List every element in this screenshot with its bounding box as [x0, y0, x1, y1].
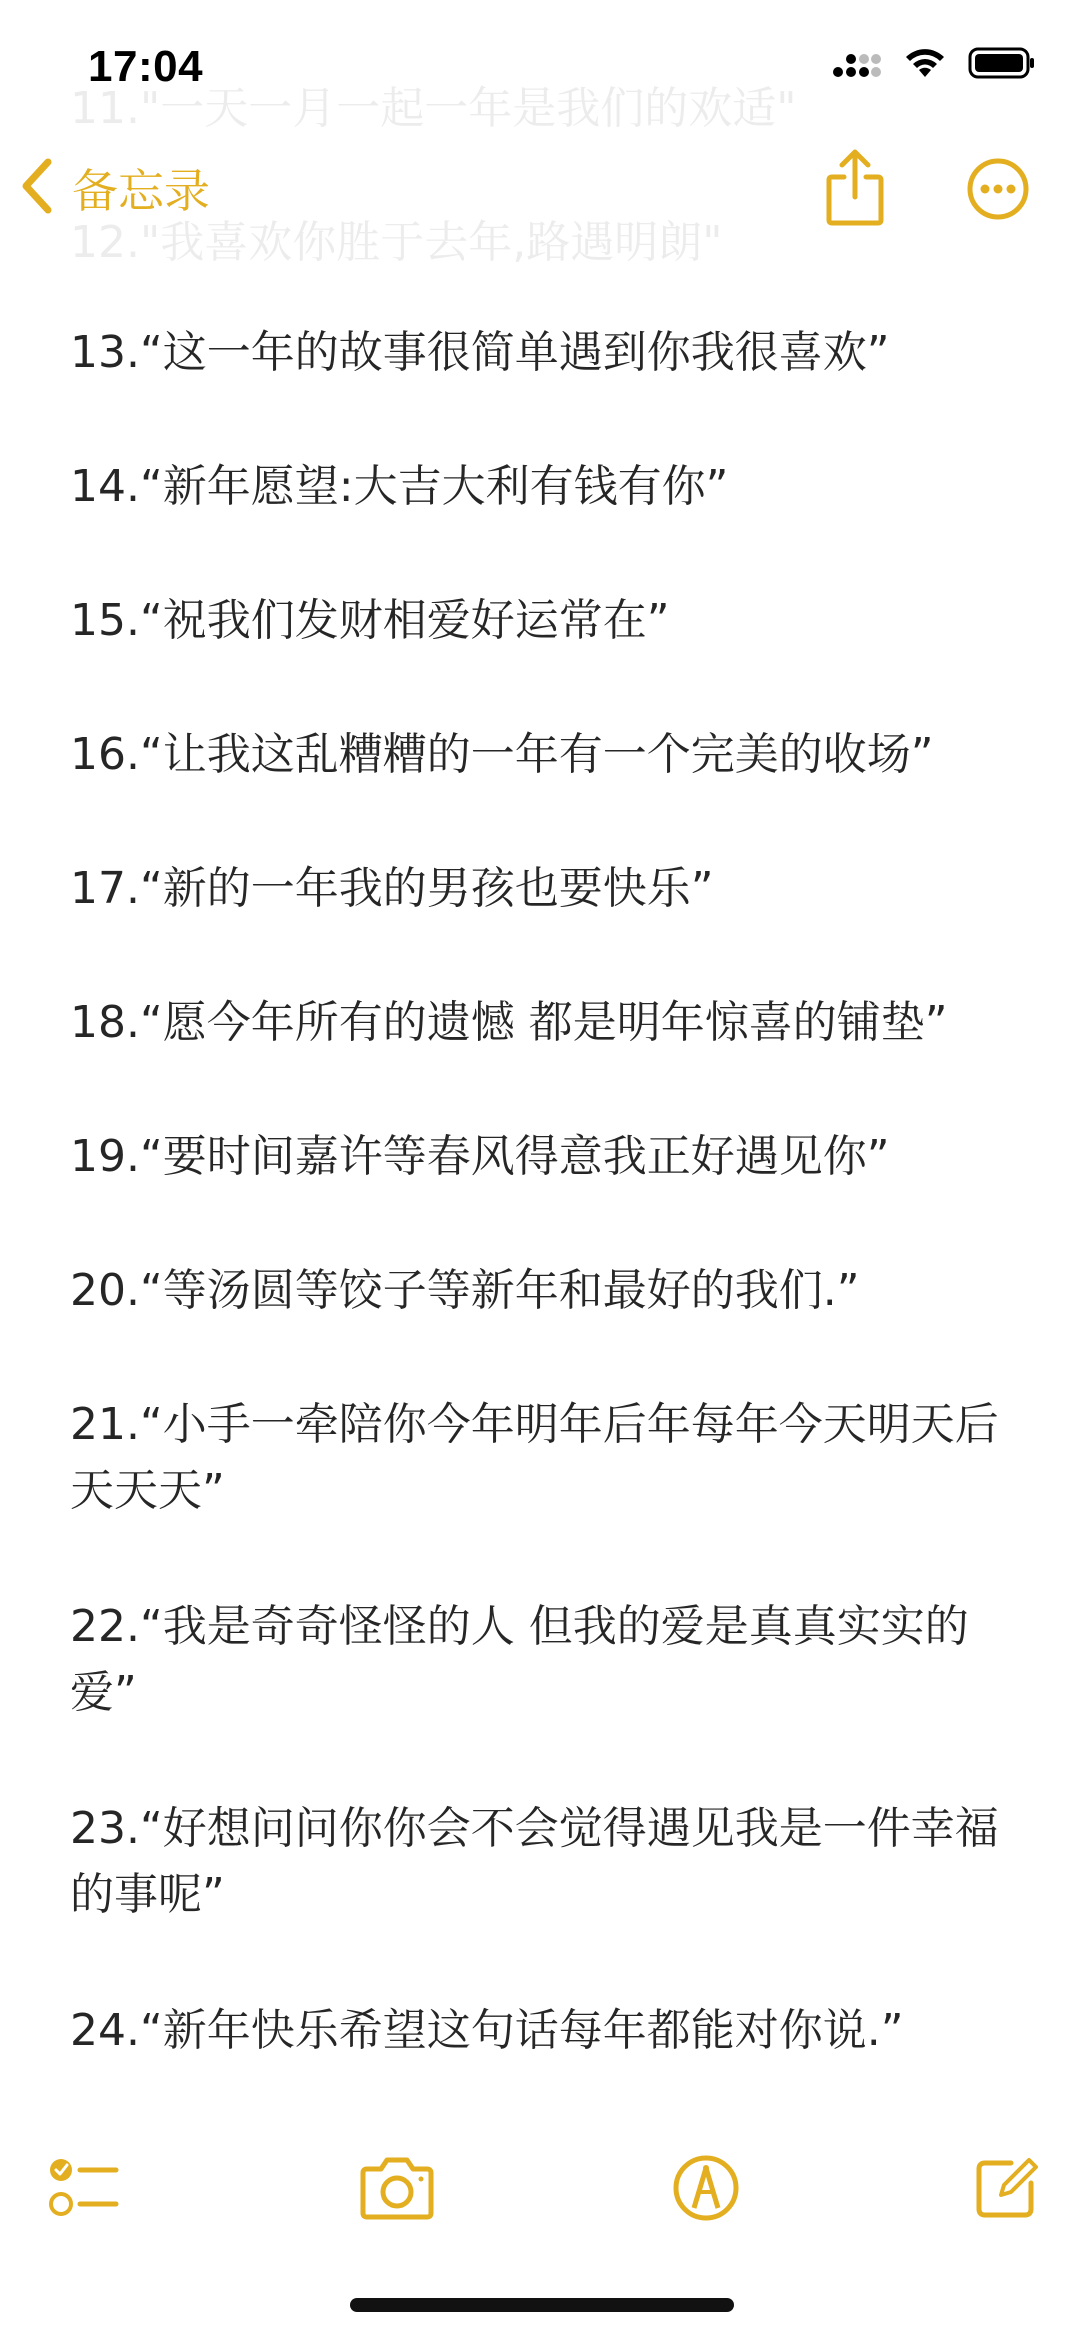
checklist-icon: [48, 2154, 120, 2226]
markup-button[interactable]: [666, 2150, 746, 2230]
note-line-faded: 11."一天一月一起一年是我们的欢适": [70, 83, 797, 134]
compose-button[interactable]: [966, 2150, 1046, 2230]
note-line-faded: 12."我喜欢你胜于去年,路遇明朗": [70, 217, 723, 268]
share-button[interactable]: [820, 147, 890, 227]
checklist-button[interactable]: [44, 2150, 124, 2230]
more-button[interactable]: [966, 157, 1030, 221]
note-line: 24.“新年快乐希望这句话每年都能对你说.”: [70, 2005, 904, 2056]
note-line: 20.“等汤圆等饺子等新年和最好的我们.”: [70, 1265, 860, 1316]
note-line: 13.“这一年的故事很简单遇到你我很喜欢”: [70, 327, 890, 378]
note-line: 15.“祝我们发财相爱好运常在”: [70, 595, 670, 646]
markup-pen-icon: [672, 2154, 740, 2226]
status-icons: [832, 46, 1036, 84]
back-button[interactable]: [20, 153, 210, 223]
note-line: 21.“小手一牵陪你今年明年后年每年今天明天后天天天”: [70, 1399, 999, 1516]
note-line: 19.“要时间嘉许等春风得意我正好遇见你”: [70, 1131, 890, 1182]
wifi-icon: [904, 47, 946, 83]
note-line: 23.“好想问问你你会不会觉得遇见我是一件幸福的事呢”: [70, 1803, 999, 1920]
bottom-toolbar: [0, 2140, 1080, 2240]
note-line: 22.“我是奇奇怪怪的人 但我的爱是真真实实的爱”: [70, 1601, 969, 1718]
note-body[interactable]: [70, 320, 1020, 2132]
camera-button[interactable]: [356, 2150, 438, 2230]
share-icon: [820, 212, 890, 231]
note-line: 14.“新年愿望:大吉大利有钱有你”: [70, 461, 729, 512]
status-bar: [0, 0, 1080, 130]
cellular-signal-icon: [832, 47, 882, 83]
home-indicator[interactable]: [350, 2298, 734, 2312]
nav-bar: [0, 135, 1080, 245]
back-label: 备忘录: [72, 164, 210, 218]
note-line: 17.“新的一年我的男孩也要快乐”: [70, 863, 714, 914]
chevron-left-icon: [20, 158, 54, 218]
compose-icon: [971, 2153, 1041, 2227]
note-line: 18.“愿今年所有的遗憾 都是明年惊喜的铺垫”: [70, 997, 948, 1048]
camera-icon: [357, 2155, 437, 2225]
battery-icon: [968, 46, 1036, 84]
status-time: 17:04: [88, 42, 204, 91]
note-line: 16.“让我这乱糟糟的一年有一个完美的收场”: [70, 729, 934, 780]
ellipsis-circle-icon: [966, 206, 1030, 225]
